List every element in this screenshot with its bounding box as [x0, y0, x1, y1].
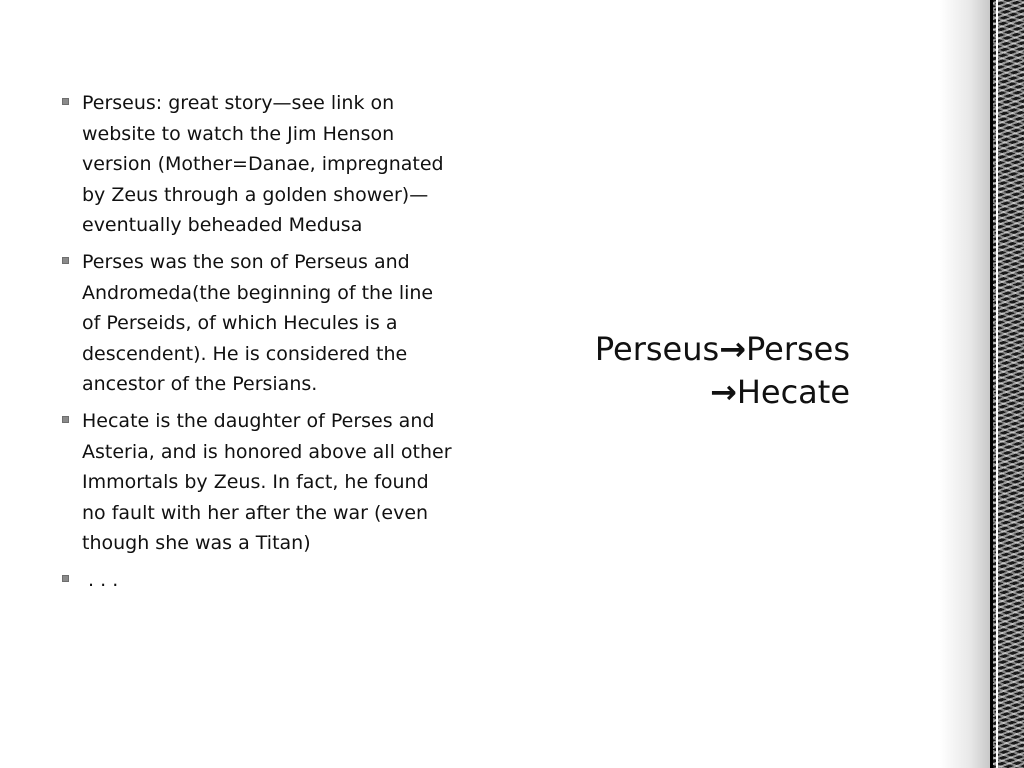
bullet-text: . . .: [82, 568, 119, 591]
square-bullet-icon: [62, 98, 69, 105]
square-bullet-icon: [62, 416, 69, 423]
band-edge: [990, 0, 993, 768]
content-placeholder: [60, 88, 455, 602]
title-hecate: Hecate: [736, 373, 850, 411]
bullet-item-perseus: [60, 88, 455, 241]
slide-title: [530, 328, 850, 414]
decorative-side-band: [990, 0, 1024, 768]
title-perses: Perses: [745, 330, 850, 368]
band-edge-highlight: [996, 0, 998, 768]
bullet-text: Hecate is the daughter of Perses and Asteria, and is honored above all other Immortals by Zeus. In fact, he found no fault with her after the war (even though she was a Titan): [82, 409, 452, 555]
right-arrow-icon: →: [719, 330, 746, 368]
right-arrow-icon: →: [710, 373, 737, 411]
title-perseus: Perseus: [594, 330, 720, 368]
bullet-item-ellipsis: [60, 565, 455, 596]
square-bullet-icon: [62, 575, 69, 582]
right-edge-gradient: [940, 0, 990, 768]
bullet-text: Perses was the son of Perseus and Andromeda(the beginning of the line of Perseids, of which Hecules is a descendent). He is considered the ancestor of the Persians.: [82, 250, 434, 396]
bullet-item-hecate: [60, 406, 455, 559]
bullet-item-perses: [60, 247, 455, 400]
bullet-list: [60, 88, 455, 596]
bullet-text: Perseus: great story—see link on website to watch the Jim Henson version (Mother=Danae, impregnated by Zeus through a golden shower)—eventually beheaded Medusa: [82, 92, 444, 237]
square-bullet-icon: [62, 257, 69, 264]
